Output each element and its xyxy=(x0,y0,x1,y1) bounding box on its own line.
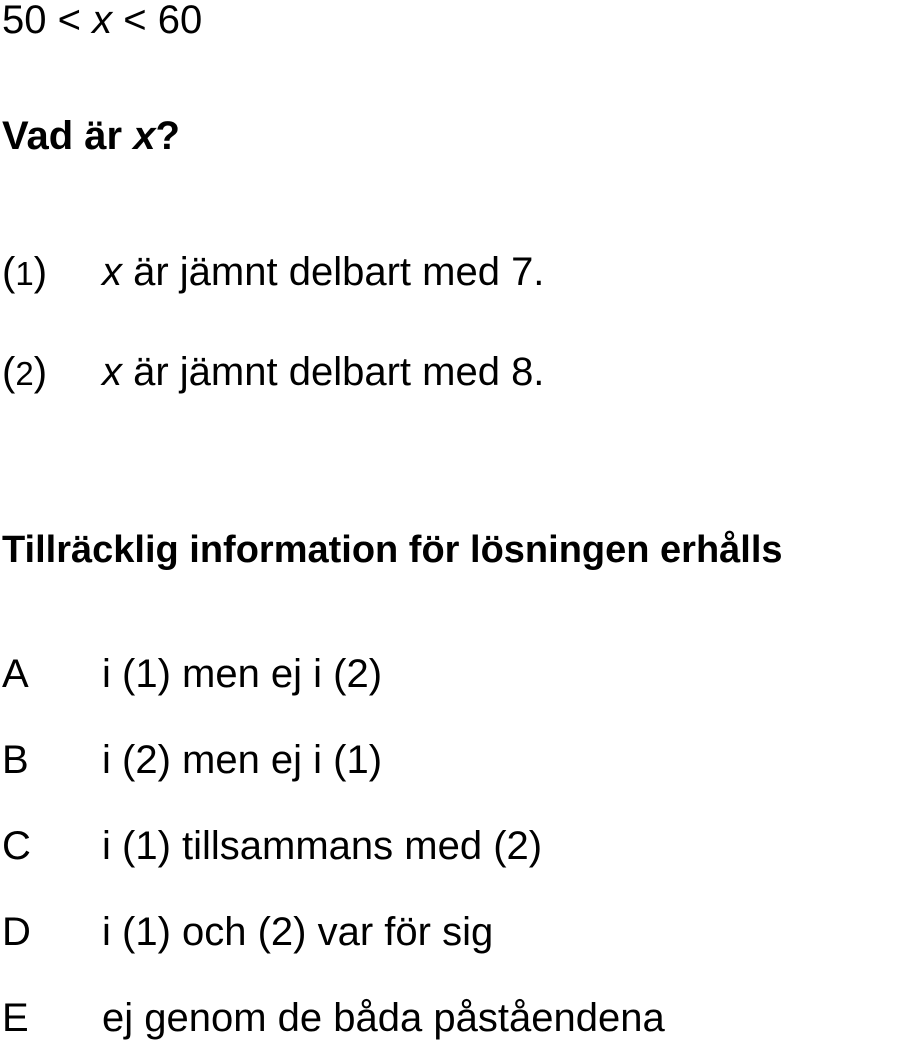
question-prefix: Vad är xyxy=(2,114,123,158)
option-a-letter: A xyxy=(2,652,29,696)
option-d-text: i (1) och (2) var för sig xyxy=(102,910,494,954)
option-b xyxy=(2,736,382,784)
option-b-letter: B xyxy=(2,738,29,782)
option-e-text: ej genom de båda påståendena xyxy=(102,996,665,1040)
option-a xyxy=(2,650,382,698)
option-e xyxy=(2,994,665,1042)
condition-upper: 60 xyxy=(157,0,203,42)
option-c-text: i (1) tillsammans med (2) xyxy=(102,824,543,868)
question-suffix: ? xyxy=(155,114,180,158)
option-b-text: i (2) men ej i (1) xyxy=(102,738,383,782)
condition-lt-2: < xyxy=(123,0,147,42)
option-c-letter: C xyxy=(2,824,31,868)
question-line xyxy=(2,112,180,160)
condition-lower: 50 xyxy=(2,0,47,42)
statement-2-text: är jämnt delbart med 8. xyxy=(122,350,545,394)
statement-2 xyxy=(2,348,544,398)
statement-1-text: är jämnt delbart med 7. xyxy=(122,250,545,294)
statement-2-variable: x xyxy=(102,350,122,394)
condition-line xyxy=(2,0,202,44)
statement-1 xyxy=(2,248,544,298)
option-c xyxy=(2,822,542,870)
statement-1-variable: x xyxy=(102,250,122,294)
option-e-letter: E xyxy=(2,996,29,1040)
option-d-letter: D xyxy=(2,910,31,954)
statement-1-label: (1) xyxy=(2,250,48,294)
option-a-text: i (1) men ej i (2) xyxy=(102,652,383,696)
question-variable: x xyxy=(133,114,156,158)
condition-variable: x xyxy=(92,0,113,42)
condition-lt-1: < xyxy=(57,0,81,42)
option-d xyxy=(2,908,493,956)
instruction-heading: Tillräcklig information för lösningen erhålls xyxy=(2,529,783,571)
statement-2-label: (2) xyxy=(2,350,48,394)
